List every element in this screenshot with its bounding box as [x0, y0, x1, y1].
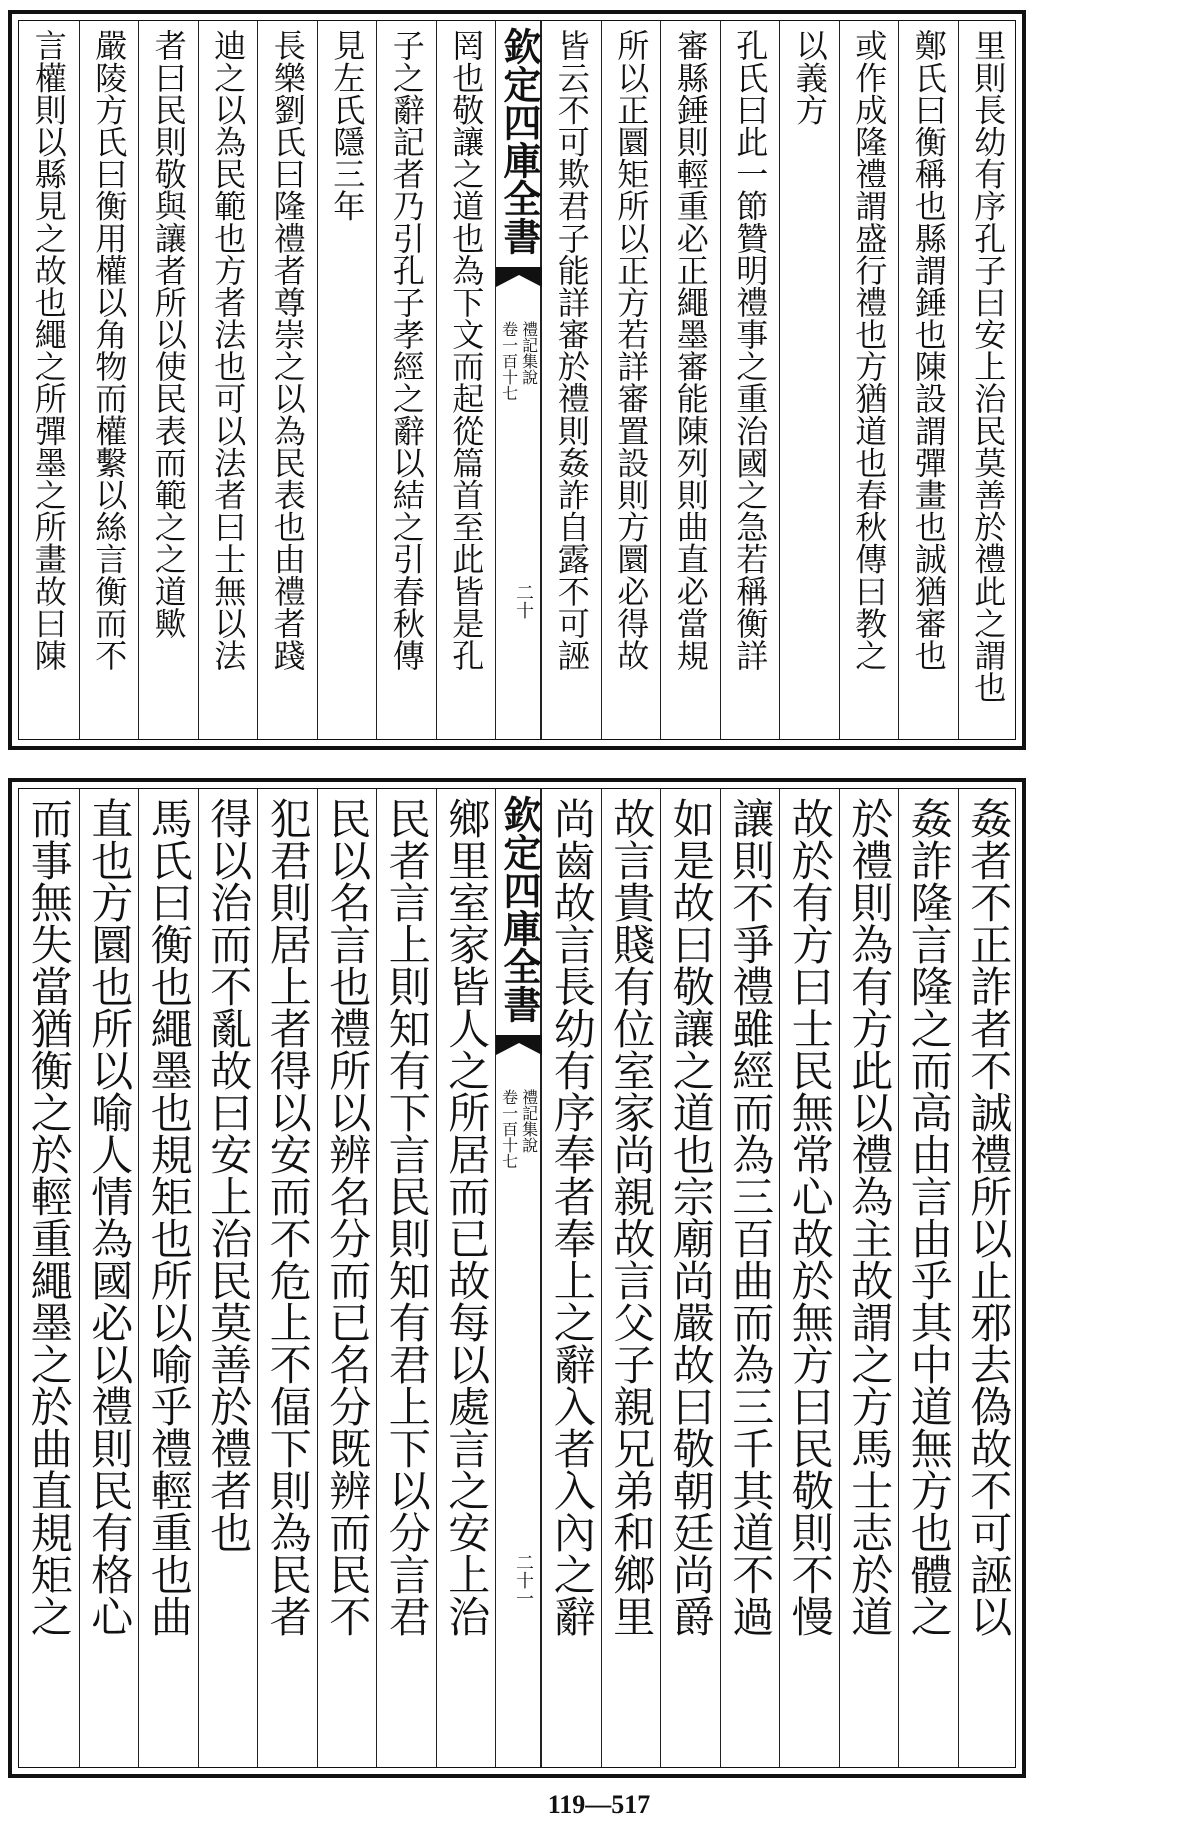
- text-column: [257, 789, 317, 1767]
- page-inner-border: [18, 20, 1016, 740]
- text-column: [138, 789, 198, 1767]
- text-column: [779, 21, 839, 739]
- column-text: 者曰民則敬與讓者所以使民表而範之之道歟: [149, 29, 188, 639]
- center-column: [495, 789, 541, 1767]
- page-footer-number: 119—517: [547, 1790, 651, 1819]
- text-column: [541, 789, 601, 1767]
- column-text: 鄉里室家皆人之所居而已故每以處言之安上治: [442, 797, 492, 1637]
- column-text: 言權則以縣見之故也繩之所彈墨之所畫故曰陳: [29, 29, 68, 671]
- text-column: [898, 789, 958, 1767]
- leaf-number: 二十: [513, 582, 534, 619]
- column-text: 子之辭記者乃引孔子孝經之辭以結之引春秋傳: [387, 29, 426, 671]
- column-text: 以義方: [790, 29, 829, 126]
- text-column: [79, 21, 139, 739]
- text-column: [376, 21, 436, 739]
- fishtail-mark-icon: [496, 267, 542, 289]
- chapter-number: 卷一百十七: [499, 321, 519, 401]
- column-text: 讓則不爭禮雖經而為三百曲而為三千其道不過: [726, 797, 776, 1637]
- column-text: 民者言上則知有下言民則知有君上下以分言君: [382, 797, 432, 1637]
- column-text: 審縣錘則輕重必正繩墨審能陳列則曲直必當規: [671, 29, 710, 671]
- text-column: [660, 789, 720, 1767]
- text-column: [839, 789, 899, 1767]
- column-text: 或作成隆禮謂盛行禮也方猶道也春秋傳曰教之: [850, 29, 889, 671]
- text-column: [660, 21, 720, 739]
- column-text: 孔氏曰此一節贊明禮事之重治國之急若稱衡詳: [731, 29, 770, 671]
- text-column: [541, 21, 601, 739]
- volume-title: 禮記集說: [519, 321, 539, 385]
- column-text: 得以治而不亂故曰安上治民莫善於禮者也: [204, 797, 254, 1553]
- fishtail-mark-icon: [496, 1035, 542, 1057]
- text-column: [317, 789, 377, 1767]
- column-text: 馬氏曰衡也繩墨也規矩也所以喻乎禮輕重也曲: [144, 797, 194, 1637]
- text-column: [898, 21, 958, 739]
- text-column: [317, 21, 377, 739]
- center-column: [495, 21, 541, 739]
- column-text: 故言貴賤有位室家尚親故言父子親兄弟和鄉里: [607, 797, 657, 1637]
- text-column: [436, 21, 496, 739]
- column-text: 罔也敬讓之道也為下文而起從篇首至此皆是孔: [447, 29, 486, 671]
- page-frame: [8, 10, 1026, 750]
- column-text: 民以名言也禮所以辨名分而已名分既辨而民不: [323, 797, 373, 1637]
- text-column: [958, 21, 1018, 739]
- column-text: 直也方圜也所以喻人情為國必以禮則民有格心: [85, 797, 135, 1637]
- column-text: 皆云不可欺君子能詳審於禮則姦詐自露不可誣: [552, 29, 591, 671]
- column-text: 見左氏隱三年: [328, 29, 367, 222]
- column-text: 於禮則為有方此以禮為主故謂之方馬士志於道: [845, 797, 895, 1637]
- text-column: [779, 789, 839, 1767]
- text-column: [138, 21, 198, 739]
- book-title: 欽定四庫全書: [497, 795, 542, 1023]
- column-text: 尚齒故言長幼有序奉者奉上之辭入者入內之辭: [547, 797, 597, 1637]
- column-text: 長樂劉氏曰隆禮者尊崇之以為民表也由禮者踐: [268, 29, 307, 671]
- column-text: 嚴陵方氏曰衡用權以角物而權繫以絲言衡而不: [90, 29, 129, 671]
- column-text: 犯君則居上者得以安而不危上不偪下則為民者: [263, 797, 313, 1637]
- book-title: 欽定四庫全書: [497, 27, 542, 255]
- column-text: 故於有方曰士民無常心故於無方曰民敬則不慢: [785, 797, 835, 1637]
- column-text: 里則長幼有序孔子曰安上治民莫善於禮此之謂也: [969, 29, 1008, 703]
- text-column: [79, 789, 139, 1767]
- text-column: [839, 21, 899, 739]
- column-text: 所以正圜矩所以正方若詳審置設則方圜必得故: [612, 29, 651, 671]
- text-column: [19, 789, 79, 1767]
- text-column: [198, 21, 258, 739]
- text-column: [720, 21, 780, 739]
- column-text: 如是故曰敬讓之道也宗廟尚嚴故曰敬朝廷尚爵: [666, 797, 716, 1637]
- column-text: 鄭氏曰衡稱也縣謂錘也陳設謂彈畫也誠猶審也: [909, 29, 948, 671]
- text-column: [19, 21, 79, 739]
- column-text: 迪之以為民範也方者法也可以法者曰士無以法: [209, 29, 248, 671]
- page-frame: [8, 778, 1026, 1778]
- text-column: [198, 789, 258, 1767]
- chapter-number: 卷一百十七: [499, 1089, 519, 1169]
- text-column: [257, 21, 317, 739]
- text-column: [601, 21, 661, 739]
- text-column: [720, 789, 780, 1767]
- text-column: [958, 789, 1018, 1767]
- column-text: 而事無失當猶衡之於輕重繩墨之於曲直規矩之: [24, 797, 74, 1637]
- text-column: [436, 789, 496, 1767]
- text-column: [601, 789, 661, 1767]
- volume-title: 禮記集說: [519, 1089, 539, 1153]
- leaf-number: 二十一: [513, 1553, 534, 1608]
- page-inner-border: [18, 788, 1016, 1768]
- column-text: 姦詐隆言隆之而高由言由乎其中道無方也體之: [904, 797, 954, 1637]
- text-column: [376, 789, 436, 1767]
- column-text: 姦者不正詐者不誠禮所以止邪去偽故不可誣以: [964, 797, 1014, 1637]
